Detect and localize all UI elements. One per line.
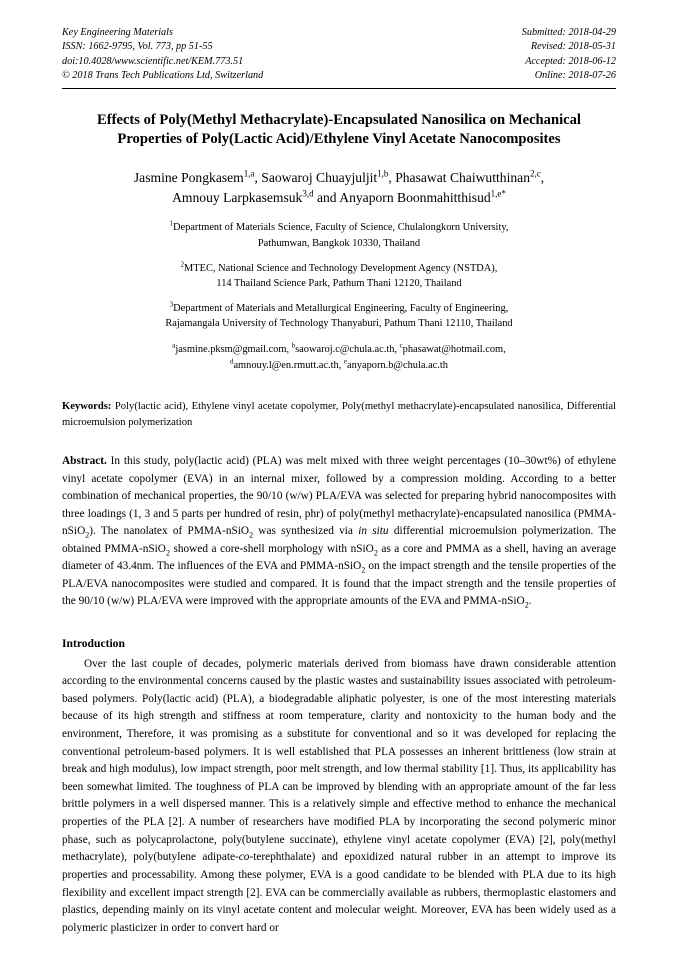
email-address[interactable]: jasmine.pksm@gmail.com,	[175, 344, 292, 356]
subscript: 2	[85, 530, 90, 540]
subscript: 2	[361, 565, 366, 575]
affiliations	[62, 220, 616, 332]
author-line-2	[66, 188, 612, 208]
journal-issn-volume: ISSN: 1662-9795, Vol. 773, pp 51-55	[62, 41, 213, 53]
affiliation-line	[62, 261, 616, 277]
abstract-text: showed a core-shell morphology with nSiO	[169, 542, 374, 555]
email-marker: b	[291, 342, 296, 350]
email-address[interactable]: amnouy.l@en.rmutt.ac.th,	[233, 359, 344, 371]
keywords-section	[62, 399, 616, 431]
email-line-2	[62, 358, 616, 374]
subscript: 2	[249, 530, 254, 540]
author-affiliation-marker: 2,c	[530, 168, 541, 179]
affiliation-marker: 2	[180, 261, 185, 269]
email-line-1	[62, 342, 616, 358]
email-marker: a	[172, 342, 176, 350]
keywords-label: Keywords:	[62, 401, 112, 413]
subscript: 2	[524, 600, 529, 610]
abstract-text: ). The nanolatex of PMMA-nSiO	[89, 525, 250, 538]
author-line-1	[66, 168, 612, 188]
abstract-text: differential microemulsion polymerization. The obtained PMMA-nSiO	[62, 525, 617, 555]
date-accepted: Accepted: 2018-06-12	[525, 55, 616, 67]
subscript: 2	[373, 547, 378, 557]
email-address[interactable]: phasawat@hotmail.com,	[402, 344, 506, 356]
abstract-section	[62, 453, 616, 611]
affiliation-text: Department of Materials Science, Faculty of Science, Chulalongkorn University,	[172, 222, 509, 234]
affiliation-text: Pathumwan, Bangkok 10330, Thailand	[257, 238, 421, 250]
date-online: Online: 2018-07-26	[534, 70, 616, 82]
date-submitted: Submitted: 2018-04-29	[521, 27, 616, 38]
author-affiliation-marker: 1,b	[377, 168, 389, 179]
affiliation-text: 114 Thailand Science Park, Pathum Thani 12120, Thailand	[216, 278, 462, 290]
email-address[interactable]: anyaporn.b@chula.ac.th	[346, 359, 448, 371]
abstract-text: was synthesized via	[253, 525, 359, 538]
email-address[interactable]: saowaroj.c@chula.ac.th,	[295, 344, 400, 356]
email-marker: c	[399, 342, 403, 350]
introduction-paragraph	[62, 656, 616, 938]
author-affiliation-marker: 1,a	[243, 168, 255, 179]
affiliation-line	[62, 301, 616, 317]
journal-doi: doi:10.4028/www.scientific.net/KEM.773.51	[62, 55, 244, 67]
page-title: Effects of Poly(Methyl Methacrylate)-Encapsulated Nanosilica on Mechanical Properties of Poly(Lactic Acid)/Ethylene Vinyl Acetate Nanocomposites	[97, 111, 581, 148]
abstract-text: .	[528, 595, 532, 608]
affiliation-1	[62, 220, 616, 251]
paragraph-italic: co	[238, 851, 250, 864]
abstract-text: as a core and PMMA as a shell, having an average diameter of 43.4nm. The influences of the EVA and PMMA-nSiO	[62, 542, 616, 573]
affiliation-2	[62, 261, 616, 292]
section-heading-introduction: Introduction	[62, 636, 125, 650]
affiliation-3	[62, 301, 616, 332]
paragraph-text: Over the last couple of decades, polymeric materials derived from biomass have drawn considerable attention according to the environmental concerns caused by the plastic wastes and sustainability issues associated with petroleum-based polymers. Poly(lactic acid) (PLA), a biodegradable aliphatic polyester, is one of the most interesting materials because of its high strength and stiffness at room temperature, clarity and nontoxicity to the human body and the environment, Therefore, it was promising as a substitute for conventional and so it was developed for replacing the conventional petroleum-based polymers. It is well established that PLA possesses an inherent brittleness (low strain at break and high modulus), low impact strength, poor melt strength, and low thermal stability [1]. Thus, its applicability has been somewhat limited. The toughness of PLA can be improved by blending with an appropriate amount of the far less brittle polymers in a well dispersed manner. This is a relatively simple and effective method to enhance the mechanical properties of the PLA [2]. A number of researchers have modified PLA by incorporating the second polymeric minor phase, such as polycaprolactone, poly(butylene succinate), ethylene vinyl acetate copolymer (EVA) [2], poly(methyl methacrylate), poly(butylene adipate-	[62, 657, 616, 864]
author-affiliation-marker: 1,e*	[490, 188, 506, 199]
journal-copyright: © 2018 Trans Tech Publications Ltd, Switzerland	[62, 70, 264, 82]
keywords-text: Poly(lactic acid), Ethylene vinyl acetate copolymer, Poly(methyl methacrylate)-encapsulated nanosilica, Differential microemulsion polymerization	[62, 401, 616, 429]
masthead	[62, 26, 616, 89]
journal-name: Key Engineering Materials	[62, 27, 173, 38]
author-list	[66, 168, 612, 207]
journal-info	[62, 26, 263, 84]
author-name: and Anyaporn Boonmahitthisud	[313, 189, 491, 205]
date-revised: Revised: 2018-05-31	[530, 41, 616, 53]
author-emails	[62, 342, 616, 373]
author-name: , Saowaroj Chuayjuljit	[254, 170, 378, 186]
affiliation-text: MTEC, National Science and Technology Development Agency (NSTDA),	[184, 262, 498, 274]
author-name: Jasmine Pongkasem	[133, 170, 244, 186]
affiliation-text: Rajamangala University of Technology Thanyaburi, Pathum Thani 12110, Thailand	[165, 318, 513, 330]
abstract-italic: in situ	[358, 525, 389, 538]
abstract-label: Abstract.	[62, 455, 107, 468]
abstract-text: In this study, poly(lactic acid) (PLA) was melt mixed with three weight percentages (10–30wt%) of ethylene vinyl acetate copolymer (EVA) in an internal mixer, followed by a compression molding. According to a better combination of mechanical properties, the 90/10 (w/w) PLA/EVA was selected for preparing hybrid nanocomposites with three loadings (1, 3 and 5 parts per hundred of resin, phr) of poly(methyl methacrylate)-encapsulated nanosilica (PMMA-nSiO	[62, 455, 616, 538]
email-marker: d	[230, 358, 234, 366]
subscript: 2	[165, 547, 170, 557]
affiliation-marker: 1	[169, 220, 173, 228]
author-separator: ,	[540, 170, 545, 186]
affiliation-marker: 3	[169, 301, 174, 309]
author-affiliation-marker: 3,d	[302, 188, 314, 199]
submission-dates	[522, 26, 616, 84]
email-marker: e	[343, 358, 347, 366]
author-name: Amnouy Larpkasemsuk	[172, 189, 303, 205]
affiliation-line	[62, 220, 616, 236]
abstract-text: on the impact strength and the tensile properties of the PLA/EVA nanocomposites were studied and compared. It is found that the impact strength and the tensile properties of the 90/10 (w/w) PLA/EVA were improved with the appropriate amounts of the EVA and PMMA-nSiO	[62, 560, 616, 608]
affiliation-text: Department of Materials and Metallurgical Engineering, Faculty of Engineering,	[173, 302, 509, 314]
paragraph-text: -terephthalate) and epoxidized natural rubber in an attempt to improve its properties and processability. Among these polymer, EVA is a good candidate to be blended with PLA due to its high flexibility and excellent impact strength [2]. EVA can be commercially available as rubbers, thermoplastic elastomers and plastics, depending mainly on its vinyl acetate content and molecular weight. Moreover, EVA has been widely used as a polymeric plasticizer in order to convert hard or	[62, 851, 616, 934]
author-name: , Phasawat Chaiwutthinan	[388, 170, 530, 186]
